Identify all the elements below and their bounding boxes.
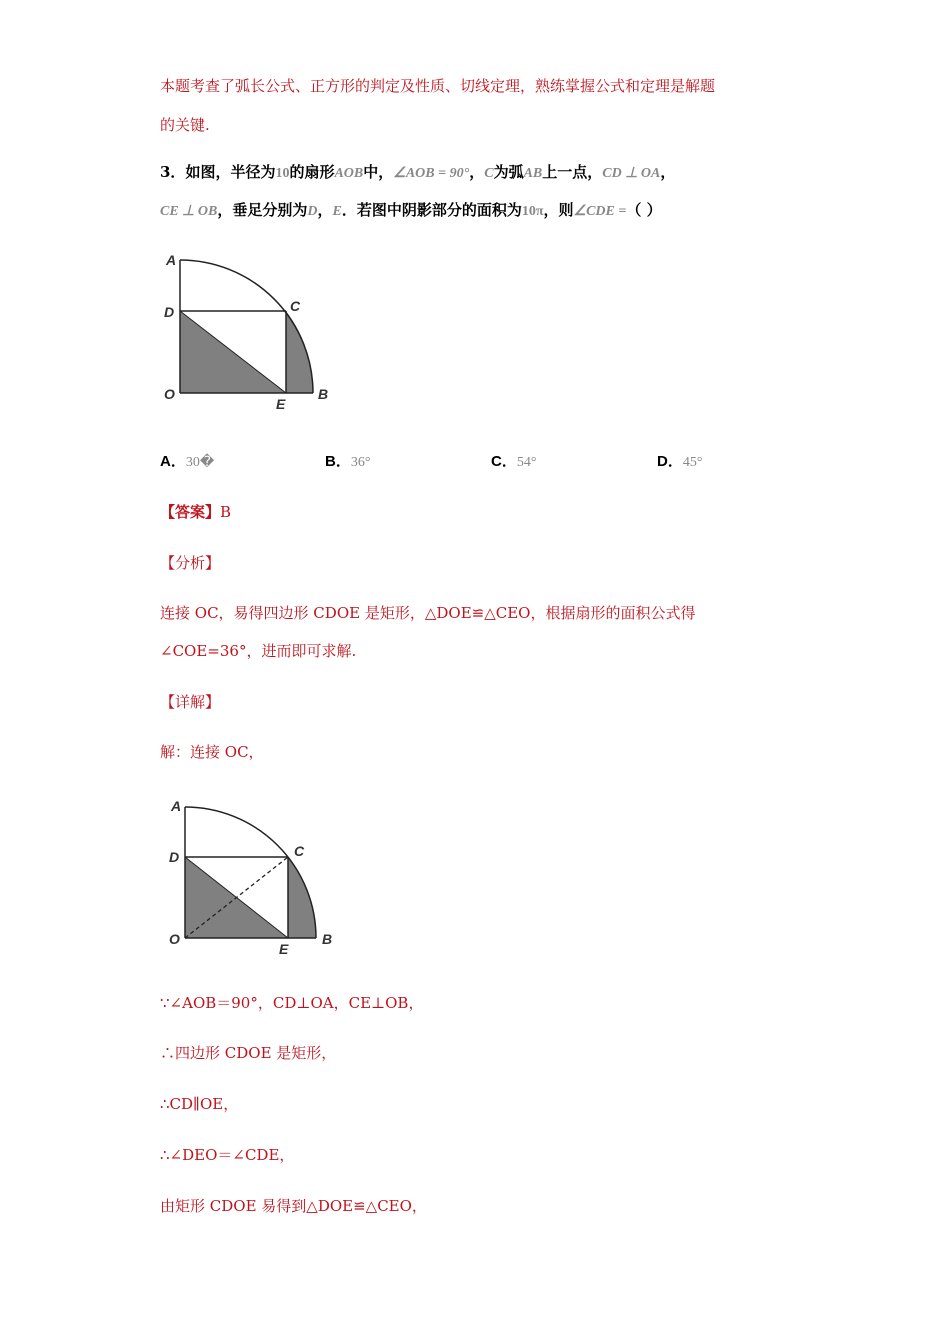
- detail-step-3: ∴CD∥OE，: [160, 1095, 239, 1113]
- perp-condition-2: CE ⊥ OB: [160, 204, 218, 219]
- detail-intro: 解：连接 OC，: [160, 743, 264, 761]
- question-text: 的扇形: [289, 163, 335, 181]
- question-line-2: [160, 200, 662, 222]
- answer-line: [160, 502, 231, 522]
- analysis-line-1: 连接 OC，易得四边形 CDOE 是矩形，△DOE≌△CEO，根据扇形的面积公式得: [160, 604, 696, 622]
- arc-name: AB: [523, 166, 543, 181]
- answer-value: B: [220, 503, 232, 521]
- label-a: A: [166, 252, 177, 268]
- shaded-region-ceb: [288, 857, 316, 938]
- detail-step-2: ∴四边形 CDOE 是矩形，: [160, 1044, 337, 1062]
- angle-condition: ∠AOB = 90°: [393, 166, 470, 181]
- detail-step-4: ∴∠DEO＝∠CDE，: [160, 1146, 295, 1164]
- label-e: E: [276, 396, 286, 412]
- question-number: 3．: [160, 163, 186, 181]
- analysis-line-2: ∠COE=36°，进而即可求解.: [160, 642, 357, 660]
- question-text: 为弧: [493, 163, 524, 181]
- question-text: ．若图中阴影部分的面积为: [341, 201, 522, 219]
- question-text: ，: [317, 201, 333, 219]
- detail-tag: 【详解】: [160, 693, 221, 711]
- question-text: 如图，半径为: [185, 163, 276, 181]
- option-c[interactable]: [491, 450, 536, 471]
- label-c: C: [290, 298, 301, 314]
- label-o: O: [164, 386, 175, 402]
- figure-sector-2: [160, 793, 350, 963]
- question-text: 中，: [363, 163, 394, 181]
- label-b: B: [322, 931, 333, 947]
- answer-brackets: （ ）: [626, 201, 662, 219]
- option-label: D．: [657, 453, 683, 470]
- label-a: A: [171, 798, 182, 814]
- radius-value: 10: [275, 166, 290, 181]
- sector-name: AOB: [334, 166, 364, 181]
- intro-line-2: 的关键.: [160, 116, 210, 134]
- question-line-1: [160, 162, 675, 184]
- label-o: O: [169, 931, 180, 947]
- question-text: 上一点，: [542, 163, 603, 181]
- option-label: B．: [325, 453, 351, 470]
- shaded-area: 10π: [521, 204, 544, 219]
- label-e: E: [279, 941, 289, 957]
- figure-sector-1: [155, 245, 345, 415]
- label-d: D: [164, 304, 175, 320]
- option-b[interactable]: [325, 450, 370, 471]
- option-label: C．: [491, 453, 517, 470]
- label-b: B: [318, 386, 329, 402]
- option-value: 36°: [350, 455, 371, 470]
- option-value: 30�: [185, 455, 215, 470]
- shaded-region-ceb: [286, 311, 313, 393]
- foot-d: D: [307, 204, 318, 219]
- foot-e: E: [332, 204, 342, 219]
- question-text: ，: [469, 163, 485, 181]
- detail-step-5: 由矩形 CDOE 易得到△DOE≌△CEO，: [160, 1197, 427, 1215]
- question-text: ，: [660, 163, 676, 181]
- detail-step-1: ∵∠AOB＝90°，CD⊥OA，CE⊥OB，: [160, 994, 424, 1012]
- label-d: D: [169, 849, 180, 865]
- intro-line-1: 本题考查了弧长公式、正方形的判定及性质、切线定理，熟练掌握公式和定理是解题: [160, 77, 716, 95]
- analysis-tag: 【分析】: [160, 554, 221, 572]
- question-text: ，则: [543, 201, 574, 219]
- option-label: A．: [160, 453, 186, 470]
- option-value: 54°: [516, 455, 537, 470]
- answer-tag: 【答案】: [160, 503, 221, 521]
- label-c: C: [294, 843, 305, 859]
- option-d[interactable]: [657, 450, 702, 471]
- perp-condition-1: CD ⊥ OA: [602, 166, 661, 181]
- target-angle: ∠CDE =: [573, 204, 627, 219]
- point-c: C: [484, 166, 494, 181]
- option-value: 45°: [682, 455, 703, 470]
- question-text: ，垂足分别为: [217, 201, 308, 219]
- option-a[interactable]: [160, 450, 214, 471]
